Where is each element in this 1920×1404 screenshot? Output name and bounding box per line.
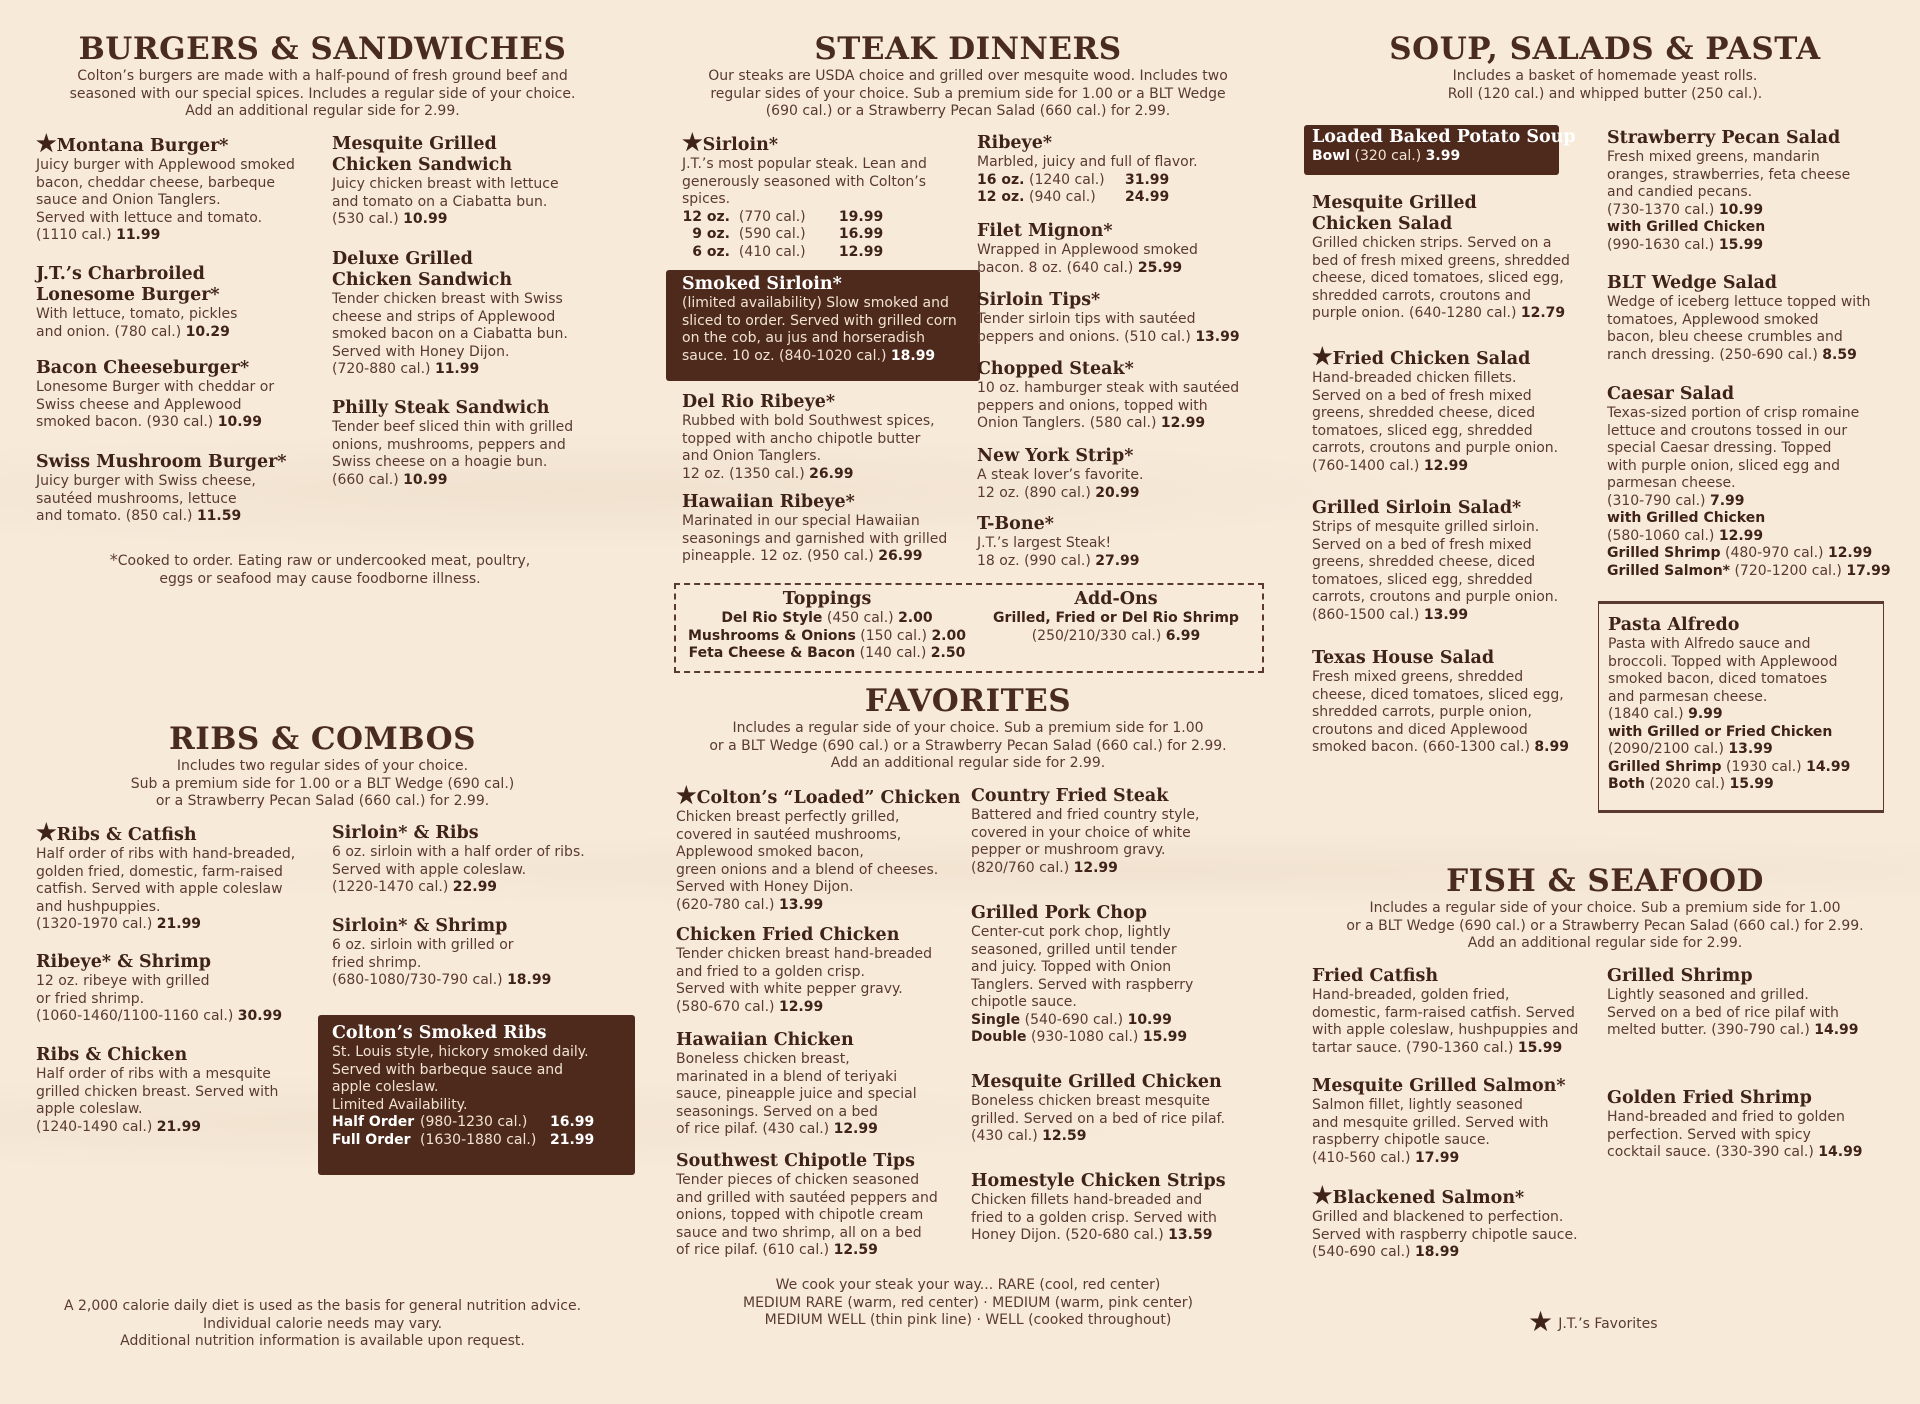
menu-item-sirloin-shrimp[interactable]: Sirloin* & Shrimp 6 oz. sirloin with grilled or fried shrimp. (680-1080/730-790 cal.) 18.99 [332,916,552,988]
steak-intro: Our steaks are USDA choice and grilled over mesquite wood. Includes two regular sides of your choice. Sub a premium side for 1.00 or a BLT Wedge (690 cal.) or a Strawberry Pecan Salad (660 cal.) for 2.99. [708,68,1228,119]
star-icon: ★ [1312,1182,1333,1209]
menu-item-mesquite-chicken-sandwich[interactable]: Mesquite Grilled Chicken Sandwich Juicy chicken breast with lettuce and tomato on a Ciabatta bun. (530 cal.) 10.99 [332,134,559,227]
menu-item-ribs-chicken[interactable]: Ribs & Chicken Half order of ribs with a mesquite grilled chicken breast. Served with apple coleslaw. (1240-1490 cal.) 21.99 [36,1045,279,1135]
star-icon: ★ [36,130,57,157]
soup-salads-section [1305,30,1905,103]
menu-item-pasta-alfredo[interactable]: Pasta Alfredo Pasta with Alfredo sauce and broccoli. Topped with Applewood smoked bacon, diced tomatoes and parmesan cheese. (1840 cal.) 9.99 with Grilled or Fried Chicken (2090/2100 cal.) 13.99 Grilled Shrimp (1930 cal.) 14.99 Both (2020 cal.) 15.99 [1598,601,1884,813]
favorites-section [650,682,1286,773]
star-icon: ★ [1528,1305,1554,1338]
menu-item-golden-fried-shrimp[interactable]: Golden Fried Shrimp Hand-breaded and fried to golden perfection. Served with spicy cocktail sauce. (330-390 cal.) 14.99 [1607,1088,1863,1160]
menu-item-grilled-pork-chop[interactable]: Grilled Pork Chop Center-cut pork chop, lightly seasoned, grilled until tender and juicy. Topped with Onion Tanglers. Served with raspberry chipotle sauce. Single (540-690 cal.) 10.99 Double (930-1080 cal.) 15.99 [971,903,1194,1045]
nutrition-note: A 2,000 calorie daily diet is used as the basis for general nutrition advice. Individual calorie needs may vary. Additional nutrition information is available upon request. [63,1298,582,1349]
burgers-section [30,30,615,121]
menu-item-grilled-sirloin-salad[interactable]: Grilled Sirloin Salad* Strips of mesquite grilled sirloin. Served on a bed of fresh mixed greens, shredded cheese, diced tomatoes, sliced egg, shredded carrots, croutons and purple onion. (860-1500 cal.) 13.99 [1312,498,1559,623]
star-icon: ★ [682,129,703,156]
price: 11.99 [434,361,480,377]
menu-item-hawaiian-chicken[interactable]: Hawaiian Chicken Boneless chicken breast, marinated in a blend of teriyaki sauce, pineapple juice and special seasonings. Served on a bed of rice pilaf. (430 cal.) 12.99 [676,1030,917,1137]
menu-item-blackened-salmon[interactable]: ★Blackened Salmon* Grilled and blackened to perfection. Served with raspberry chipotle sauce. (540-690 cal.) 18.99 [1312,1182,1578,1260]
toppings: Toppings Del Rio Style (450 cal.) 2.00 Mushrooms & Onions (150 cal.) 2.00 Feta Cheese & Bacon (140 cal.) 2.50 [688,589,966,661]
favorites-title: FAVORITES [864,683,1072,719]
menu-item-chicken-fried-chicken[interactable]: Chicken Fried Chicken Tender chicken breast hand-breaded and fried to a golden crisp. Served with white pepper gravy. (580-670 cal.) 12.99 [676,925,933,1015]
menu-item-swiss-mushroom-burger[interactable]: Swiss Mushroom Burger* Juicy burger with Swiss cheese, sautéed mushrooms, lettuce and tomato. (850 cal.) 11.59 [36,452,287,524]
menu-item-lonesome-burger[interactable]: J.T.’s Charbroiled Lonesome Burger* With lettuce, tomato, pickles and onion. (780 cal.) 10.29 [36,264,238,340]
menu-item-bacon-cheeseburger[interactable]: Bacon Cheeseburger* Lonesome Burger with cheddar or Swiss cheese and Applewood smoked bacon. (930 cal.) 10.99 [36,358,275,430]
menu-item-smoked-sirloin[interactable]: Smoked Sirloin* (limited availability) Slow smoked and sliced to order. Served with grilled corn on the cob, au jus and horseradish sauce. 10 oz. (840-1020 cal.) 18.99 [666,270,980,381]
steak-doneness-guide: We cook your steak your way... RARE (cool, red center) MEDIUM RARE (warm, red center) · MEDIUM (warm, pink center) MEDIUM WELL (thin pink line) · WELL (cooked throughout) [742,1277,1194,1328]
raw-food-disclaimer: *Cooked to order. Eating raw or undercooked meat, poultry, eggs or seafood may cause foodborne illness. [109,550,531,587]
menu-item-grilled-shrimp[interactable]: Grilled Shrimp Lightly seasoned and grilled. Served on a bed of rice pilaf with melted butter. (390-790 cal.) 14.99 [1607,966,1859,1038]
menu-item-southwest-chipotle-tips[interactable]: Southwest Chipotle Tips Tender pieces of chicken seasoned and grilled with sautéed peppers and onions, topped with chipotle cream sauce and two shrimp, all on a bed of rice pilaf. (610 cal.) 12.59 [676,1151,938,1258]
menu-item-ribeye-shrimp[interactable]: Ribeye* & Shrimp 12 oz. ribeye with grilled or fried shrimp. (1060-1460/1100-1160 cal.) 30.99 [36,952,283,1024]
steak-title: STEAK DINNERS [814,31,1122,67]
menu-item-del-rio-ribeye[interactable]: Del Rio Ribeye* Rubbed with bold Southwest spices, topped with ancho chipotle butter and Onion Tanglers. 12 oz. (1350 cal.) 26.99 [682,392,935,482]
menu-item-coltons-smoked-ribs[interactable]: Colton’s Smoked Ribs St. Louis style, hickory smoked daily. Served with barbeque sauce and apple coleslaw. Limited Availability. Half Order (980-1230 cal.) 16.99 Full Order (1630-1880 cal.) 21.99 [318,1015,635,1175]
toppings-addons-box [674,583,1264,673]
soup-salads-title: SOUP, SALADS & PASTA [1389,31,1821,67]
menu-item-caesar-salad[interactable]: Caesar Salad Texas-sized portion of crisp romaine lettuce and croutons tossed in our special Caesar dressing. Topped with purple onion, sliced egg and parmesan cheese. (310-790 cal.) 7.99 with Grilled Chicken (580-1060 cal.) 12.99 Grilled Shrimp (480-970 cal.) 12.99 Grilled Salmon* (720-1200 cal.) 17.99 [1607,384,1891,579]
ribs-title: RIBS & COMBOS [168,721,477,757]
addons: Add-Ons Grilled, Fried or Del Rio Shrimp (250/210/330 cal.) 6.99 [993,589,1239,644]
star-icon: ★ [676,782,697,809]
menu-item-ribeye[interactable]: Ribeye* Marbled, juicy and full of flavor. 16 oz. (1240 cal.) 31.99 12 oz. (940 cal.) 24.99 [977,133,1198,205]
menu-item-new-york-strip[interactable]: New York Strip* A steak lover’s favorite. 12 oz. (890 cal.) 20.99 [977,446,1144,501]
fish-title: FISH & SEAFOOD [1446,863,1764,899]
burgers-title: BURGERS & SANDWICHES [78,31,567,67]
menu-item-homestyle-chicken-strips[interactable]: Homestyle Chicken Strips Chicken fillets hand-breaded and fried to a golden crisp. Served with Honey Dijon. (520-680 cal.) 13.59 [971,1171,1226,1243]
menu-item-loaded-chicken[interactable]: ★Colton’s “Loaded” Chicken Chicken breast perfectly grilled, covered in sautéed mushrooms, Applewood smoked bacon, green onions and a blend of cheeses. Served with Honey Dijon. (620-780 cal.) 13.99 [676,782,961,913]
menu-item-sirloin-tips[interactable]: Sirloin Tips* Tender sirloin tips with sautéed peppers and onions. (510 cal.) 13.99 [977,290,1240,345]
menu-item-ribs-catfish[interactable]: ★Ribs & Catfish Half order of ribs with hand-breaded, golden fried, domestic, farm-raised catfish. Served with apple coleslaw and hushpuppies. (1320-1970 cal.) 21.99 [36,819,296,932]
ribs-intro: Includes two regular sides of your choice. Sub a premium side for 1.00 or a BLT Wedge (690 cal.) or a Strawberry Pecan Salad (660 cal.) for 2.99. [130,758,515,809]
star-icon: ★ [36,819,57,846]
menu-item-t-bone[interactable]: T-Bone* J.T.’s largest Steak! 18 oz. (990 cal.) 27.99 [977,514,1140,569]
burgers-intro: Colton’s burgers are made with a half-pound of fresh ground beef and seasoned with our special spices. Includes a regular side of your choice. Add an additional regular side for 2.99. [69,68,576,119]
menu-item-chopped-steak[interactable]: Chopped Steak* 10 oz. hamburger steak with sautéed peppers and onions, topped with Onion Tanglers. (580 cal.) 12.99 [977,359,1240,431]
menu-item-philly-steak-sandwich[interactable]: Philly Steak Sandwich Tender beef sliced thin with grilled onions, mushrooms, peppers and Swiss cheese on a hoagie bun. (660 cal.) 10.99 [332,398,574,488]
price: 10.99 [217,414,263,430]
star-icon: ★ [1312,343,1333,370]
price: 11.99 [116,227,161,243]
menu-item-hawaiian-ribeye[interactable]: Hawaiian Ribeye* Marinated in our special Hawaiian seasonings and garnished with grilled pineapple. 12 oz. (950 cal.) 26.99 [682,492,948,564]
steak-section [650,30,1286,121]
menu-item-mesquite-grilled-chicken[interactable]: Mesquite Grilled Chicken Boneless chicken breast mesquite grilled. Served on a bed of rice pilaf. (430 cal.) 12.59 [971,1072,1225,1144]
menu-item-mesquite-chicken-salad[interactable]: Mesquite Grilled Chicken Salad Grilled chicken strips. Served on a bed of fresh mixed greens, shredded cheese, diced tomatoes, sliced egg, shredded carrots, croutons and purple onion. (640-1280 cal.) 12.79 [1312,193,1570,321]
ribs-section [30,720,615,811]
soup-salads-intro: Includes a basket of homemade yeast rolls. Roll (120 cal.) and whipped butter (250 cal.). [1447,68,1763,102]
menu-item-fried-chicken-salad[interactable]: ★Fried Chicken Salad Hand-breaded chicken fillets. Served on a bed of fresh mixed greens, shredded cheese, diced tomatoes, sliced egg, shredded carrots, croutons and purple onion. (760-1400 cal.) 12.99 [1312,343,1559,474]
menu-item-mesquite-grilled-salmon[interactable]: Mesquite Grilled Salmon* Salmon fillet, lightly seasoned and mesquite grilled. Served with raspberry chipotle sauce. (410-560 cal.) 17.99 [1312,1076,1566,1166]
price: 10.29 [185,323,230,340]
fish-intro: Includes a regular side of your choice. Sub a premium side for 1.00 or a BLT Wedge (690 cal.) or a Strawberry Pecan Salad (660 cal.) for 2.99. Add an additional regular side for 2.99. [1346,900,1864,951]
menu-item-filet-mignon[interactable]: Filet Mignon* Wrapped in Applewood smoked bacon. 8 oz. (640 cal.) 25.99 [977,221,1198,276]
menu-item-loaded-potato-soup[interactable]: Loaded Baked Potato Soup Bowl (320 cal.) 3.99 [1304,125,1559,175]
menu-item-texas-house-salad[interactable]: Texas House Salad Fresh mixed greens, shredded cheese, diced tomatoes, sliced egg, shredded carrots, purple onion, croutons and diced Applewood smoked bacon. (660-1300 cal.) 8.99 [1312,648,1569,755]
menu-item-montana-burger[interactable]: ★Montana Burger* Juicy burger with Applewood smoked bacon, cheddar cheese, barbeque sauce and Onion Tanglers. Served with lettuce and tomato. (1110 cal.) 11.99 [36,130,295,243]
menu-item-country-fried-steak[interactable]: Country Fried Steak Battered and fried country style, covered in your choice of white pepper or mushroom gravy. (820/760 cal.) 12.99 [971,786,1200,876]
menu-item-sirloin[interactable]: ★Sirloin* J.T.’s most popular steak. Lean and generously seasoned with Colton’s spices. 12 oz. (770 cal.) 19.99 9 oz. (590 cal.) 16.99 6 oz. (410 cal.) 12.99 [682,129,927,260]
price: 10.99 [403,471,448,488]
menu-item-sirloin-ribs[interactable]: Sirloin* & Ribs 6 oz. sirloin with a half order of ribs. Served with apple coleslaw. (1220-1470 cal.) 22.99 [332,823,585,895]
price: 11.59 [196,508,242,524]
price: 10.99 [403,211,448,227]
menu-item-blt-wedge-salad[interactable]: BLT Wedge Salad Wedge of iceberg lettuce topped with tomatoes, Applewood smoked bacon, bleu cheese crumbles and ranch dressing. (250-690 cal.) 8.59 [1607,273,1871,363]
menu-item-strawberry-pecan-salad[interactable]: Strawberry Pecan Salad Fresh mixed greens, mandarin oranges, strawberries, feta cheese and candied pecans. (730-1370 cal.) 10.99 with Grilled Chicken (990-1630 cal.) 15.99 [1607,128,1851,253]
fish-section [1305,862,1905,953]
favorites-intro: Includes a regular side of your choice. Sub a premium side for 1.00 or a BLT Wedge (690 cal.) or a Strawberry Pecan Salad (660 cal.) for 2.99. Add an additional regular side for 2.99. [709,720,1227,771]
menu-item-fried-catfish[interactable]: Fried Catfish Hand-breaded, golden fried, domestic, farm-raised catfish. Served with apple coleslaw, hushpuppies and tartar sauce. (790-1360 cal.) 15.99 [1312,966,1579,1056]
menu-item-deluxe-chicken-sandwich[interactable]: Deluxe Grilled Chicken Sandwich Tender chicken breast with Swiss cheese and strips of Applewood smoked bacon on a Ciabatta bun. Served with Honey Dijon. (720-880 cal.) 11.99 [332,249,568,377]
favorites-legend: ★ J.T.’s Favorites [1528,1305,1658,1338]
